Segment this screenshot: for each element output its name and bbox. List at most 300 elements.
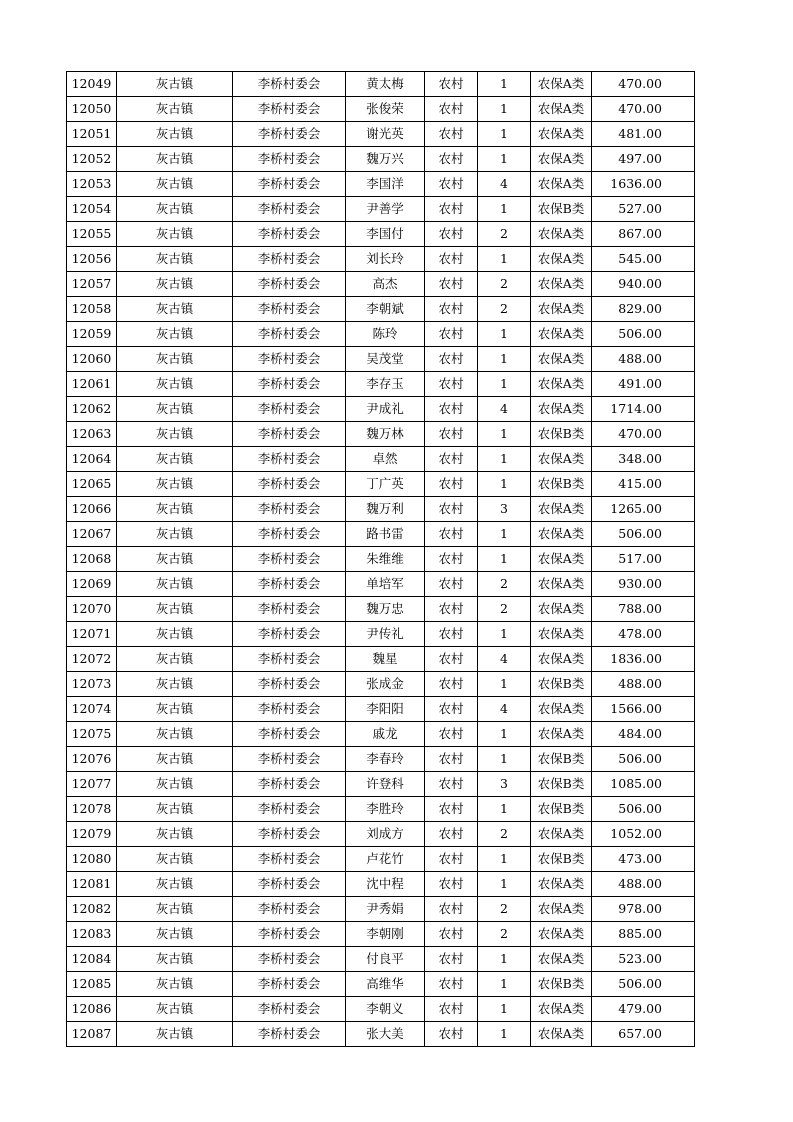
record-id-cell: 12066 xyxy=(67,497,117,522)
person-name-cell: 张大美 xyxy=(346,1022,425,1047)
household-count-cell: 1 xyxy=(478,547,531,572)
person-name-cell: 李朝义 xyxy=(346,997,425,1022)
household-count-cell: 1 xyxy=(478,797,531,822)
table-row xyxy=(67,547,695,572)
insurance-category-cell: 农保A类 xyxy=(531,372,592,397)
town-cell: 灰古镇 xyxy=(117,397,233,422)
record-id-cell: 12058 xyxy=(67,297,117,322)
person-name-cell: 李胜玲 xyxy=(346,797,425,822)
village-committee-cell: 李桥村委会 xyxy=(233,347,346,372)
area-type-cell: 农村 xyxy=(425,847,478,872)
amount-cell: 506.00 xyxy=(592,747,695,772)
town-cell: 灰古镇 xyxy=(117,772,233,797)
table-row xyxy=(67,972,695,997)
household-count-cell: 2 xyxy=(478,597,531,622)
record-id-cell: 12056 xyxy=(67,247,117,272)
person-name-cell: 尹成礼 xyxy=(346,397,425,422)
household-count-cell: 1 xyxy=(478,447,531,472)
table-row xyxy=(67,747,695,772)
household-count-cell: 1 xyxy=(478,372,531,397)
area-type-cell: 农村 xyxy=(425,747,478,772)
area-type-cell: 农村 xyxy=(425,897,478,922)
household-count-cell: 1 xyxy=(478,622,531,647)
town-cell: 灰古镇 xyxy=(117,272,233,297)
insurance-category-cell: 农保A类 xyxy=(531,247,592,272)
village-committee-cell: 李桥村委会 xyxy=(233,197,346,222)
insurance-category-cell: 农保B类 xyxy=(531,422,592,447)
amount-cell: 473.00 xyxy=(592,847,695,872)
village-committee-cell: 李桥村委会 xyxy=(233,397,346,422)
record-id-cell: 12059 xyxy=(67,322,117,347)
person-name-cell: 魏万忠 xyxy=(346,597,425,622)
household-count-cell: 1 xyxy=(478,147,531,172)
person-name-cell: 许登科 xyxy=(346,772,425,797)
town-cell: 灰古镇 xyxy=(117,597,233,622)
insurance-category-cell: 农保A类 xyxy=(531,272,592,297)
town-cell: 灰古镇 xyxy=(117,222,233,247)
village-committee-cell: 李桥村委会 xyxy=(233,922,346,947)
town-cell: 灰古镇 xyxy=(117,972,233,997)
insurance-category-cell: 农保A类 xyxy=(531,547,592,572)
town-cell: 灰古镇 xyxy=(117,1022,233,1047)
area-type-cell: 农村 xyxy=(425,772,478,797)
area-type-cell: 农村 xyxy=(425,172,478,197)
person-name-cell: 高维华 xyxy=(346,972,425,997)
household-count-cell: 3 xyxy=(478,772,531,797)
area-type-cell: 农村 xyxy=(425,497,478,522)
household-count-cell: 2 xyxy=(478,897,531,922)
amount-cell: 978.00 xyxy=(592,897,695,922)
amount-cell: 491.00 xyxy=(592,372,695,397)
household-count-cell: 2 xyxy=(478,222,531,247)
area-type-cell: 农村 xyxy=(425,1022,478,1047)
area-type-cell: 农村 xyxy=(425,322,478,347)
table-row xyxy=(67,447,695,472)
person-name-cell: 魏星 xyxy=(346,647,425,672)
table-row xyxy=(67,72,695,97)
area-type-cell: 农村 xyxy=(425,122,478,147)
table-row xyxy=(67,422,695,447)
person-name-cell: 朱维维 xyxy=(346,547,425,572)
person-name-cell: 李存玉 xyxy=(346,372,425,397)
record-id-cell: 12052 xyxy=(67,147,117,172)
record-id-cell: 12076 xyxy=(67,747,117,772)
amount-cell: 470.00 xyxy=(592,422,695,447)
insurance-category-cell: 农保A类 xyxy=(531,922,592,947)
table-row xyxy=(67,372,695,397)
record-id-cell: 12055 xyxy=(67,222,117,247)
area-type-cell: 农村 xyxy=(425,972,478,997)
village-committee-cell: 李桥村委会 xyxy=(233,747,346,772)
insurance-category-cell: 农保B类 xyxy=(531,797,592,822)
amount-cell: 479.00 xyxy=(592,997,695,1022)
area-type-cell: 农村 xyxy=(425,247,478,272)
area-type-cell: 农村 xyxy=(425,297,478,322)
amount-cell: 1052.00 xyxy=(592,822,695,847)
record-id-cell: 12062 xyxy=(67,397,117,422)
record-id-cell: 12080 xyxy=(67,847,117,872)
area-type-cell: 农村 xyxy=(425,597,478,622)
person-name-cell: 吴茂堂 xyxy=(346,347,425,372)
village-committee-cell: 李桥村委会 xyxy=(233,322,346,347)
village-committee-cell: 李桥村委会 xyxy=(233,72,346,97)
area-type-cell: 农村 xyxy=(425,572,478,597)
amount-cell: 527.00 xyxy=(592,197,695,222)
village-committee-cell: 李桥村委会 xyxy=(233,822,346,847)
village-committee-cell: 李桥村委会 xyxy=(233,247,346,272)
household-count-cell: 4 xyxy=(478,172,531,197)
record-id-cell: 12049 xyxy=(67,72,117,97)
table-body xyxy=(67,72,695,1047)
household-count-cell: 1 xyxy=(478,872,531,897)
amount-cell: 506.00 xyxy=(592,972,695,997)
table-row xyxy=(67,97,695,122)
household-count-cell: 1 xyxy=(478,747,531,772)
amount-cell: 517.00 xyxy=(592,547,695,572)
amount-cell: 1636.00 xyxy=(592,172,695,197)
insurance-category-cell: 农保A类 xyxy=(531,1022,592,1047)
table-row xyxy=(67,697,695,722)
insurance-category-cell: 农保A类 xyxy=(531,497,592,522)
area-type-cell: 农村 xyxy=(425,672,478,697)
person-name-cell: 尹善学 xyxy=(346,197,425,222)
record-id-cell: 12057 xyxy=(67,272,117,297)
person-name-cell: 沈中程 xyxy=(346,872,425,897)
household-count-cell: 2 xyxy=(478,272,531,297)
village-committee-cell: 李桥村委会 xyxy=(233,997,346,1022)
household-count-cell: 1 xyxy=(478,122,531,147)
record-id-cell: 12068 xyxy=(67,547,117,572)
amount-cell: 506.00 xyxy=(592,322,695,347)
table-row xyxy=(67,222,695,247)
insurance-category-cell: 农保B类 xyxy=(531,747,592,772)
table-row xyxy=(67,722,695,747)
town-cell: 灰古镇 xyxy=(117,297,233,322)
record-id-cell: 12084 xyxy=(67,947,117,972)
record-id-cell: 12074 xyxy=(67,697,117,722)
village-committee-cell: 李桥村委会 xyxy=(233,697,346,722)
insurance-category-cell: 农保B类 xyxy=(531,772,592,797)
household-count-cell: 1 xyxy=(478,947,531,972)
table-row xyxy=(67,297,695,322)
area-type-cell: 农村 xyxy=(425,372,478,397)
town-cell: 灰古镇 xyxy=(117,872,233,897)
table-row xyxy=(67,122,695,147)
town-cell: 灰古镇 xyxy=(117,947,233,972)
insurance-category-cell: 农保A类 xyxy=(531,997,592,1022)
insurance-category-cell: 农保A类 xyxy=(531,347,592,372)
record-id-cell: 12087 xyxy=(67,1022,117,1047)
household-count-cell: 4 xyxy=(478,397,531,422)
village-committee-cell: 李桥村委会 xyxy=(233,772,346,797)
insurance-category-cell: 农保A类 xyxy=(531,822,592,847)
amount-cell: 885.00 xyxy=(592,922,695,947)
household-count-cell: 1 xyxy=(478,997,531,1022)
area-type-cell: 农村 xyxy=(425,922,478,947)
town-cell: 灰古镇 xyxy=(117,197,233,222)
household-count-cell: 1 xyxy=(478,347,531,372)
household-count-cell: 4 xyxy=(478,697,531,722)
record-id-cell: 12050 xyxy=(67,97,117,122)
person-name-cell: 刘长玲 xyxy=(346,247,425,272)
village-committee-cell: 李桥村委会 xyxy=(233,622,346,647)
area-type-cell: 农村 xyxy=(425,822,478,847)
table-row xyxy=(67,197,695,222)
area-type-cell: 农村 xyxy=(425,197,478,222)
village-committee-cell: 李桥村委会 xyxy=(233,447,346,472)
record-id-cell: 12065 xyxy=(67,472,117,497)
amount-cell: 930.00 xyxy=(592,572,695,597)
amount-cell: 348.00 xyxy=(592,447,695,472)
household-count-cell: 1 xyxy=(478,422,531,447)
household-count-cell: 1 xyxy=(478,1022,531,1047)
record-id-cell: 12067 xyxy=(67,522,117,547)
amount-cell: 1714.00 xyxy=(592,397,695,422)
person-name-cell: 卢花竹 xyxy=(346,847,425,872)
town-cell: 灰古镇 xyxy=(117,247,233,272)
town-cell: 灰古镇 xyxy=(117,697,233,722)
amount-cell: 1085.00 xyxy=(592,772,695,797)
person-name-cell: 路书雷 xyxy=(346,522,425,547)
table-row xyxy=(67,472,695,497)
insurance-category-cell: 农保A类 xyxy=(531,722,592,747)
household-count-cell: 1 xyxy=(478,97,531,122)
person-name-cell: 李阳阳 xyxy=(346,697,425,722)
person-name-cell: 谢光英 xyxy=(346,122,425,147)
table-row xyxy=(67,647,695,672)
table-row xyxy=(67,922,695,947)
person-name-cell: 付良平 xyxy=(346,947,425,972)
person-name-cell: 黄太梅 xyxy=(346,72,425,97)
record-id-cell: 12072 xyxy=(67,647,117,672)
person-name-cell: 刘成方 xyxy=(346,822,425,847)
amount-cell: 545.00 xyxy=(592,247,695,272)
table-row xyxy=(67,522,695,547)
village-committee-cell: 李桥村委会 xyxy=(233,222,346,247)
record-id-cell: 12064 xyxy=(67,447,117,472)
record-id-cell: 12086 xyxy=(67,997,117,1022)
town-cell: 灰古镇 xyxy=(117,622,233,647)
record-id-cell: 12077 xyxy=(67,772,117,797)
village-committee-cell: 李桥村委会 xyxy=(233,547,346,572)
village-committee-cell: 李桥村委会 xyxy=(233,272,346,297)
record-id-cell: 12078 xyxy=(67,797,117,822)
insurance-category-cell: 农保A类 xyxy=(531,222,592,247)
area-type-cell: 农村 xyxy=(425,222,478,247)
village-committee-cell: 李桥村委会 xyxy=(233,897,346,922)
table-row xyxy=(67,247,695,272)
insurance-category-cell: 农保A类 xyxy=(531,897,592,922)
record-id-cell: 12082 xyxy=(67,897,117,922)
record-id-cell: 12070 xyxy=(67,597,117,622)
person-name-cell: 魏万兴 xyxy=(346,147,425,172)
record-id-cell: 12085 xyxy=(67,972,117,997)
village-committee-cell: 李桥村委会 xyxy=(233,147,346,172)
table-row xyxy=(67,872,695,897)
person-name-cell: 高杰 xyxy=(346,272,425,297)
household-count-cell: 1 xyxy=(478,472,531,497)
table-row xyxy=(67,772,695,797)
insurance-category-cell: 农保A类 xyxy=(531,647,592,672)
recipient-table xyxy=(66,71,695,1047)
insurance-category-cell: 农保A类 xyxy=(531,172,592,197)
table-row xyxy=(67,347,695,372)
household-count-cell: 1 xyxy=(478,72,531,97)
village-committee-cell: 李桥村委会 xyxy=(233,122,346,147)
area-type-cell: 农村 xyxy=(425,422,478,447)
town-cell: 灰古镇 xyxy=(117,847,233,872)
area-type-cell: 农村 xyxy=(425,397,478,422)
amount-cell: 470.00 xyxy=(592,97,695,122)
town-cell: 灰古镇 xyxy=(117,747,233,772)
household-count-cell: 2 xyxy=(478,822,531,847)
area-type-cell: 农村 xyxy=(425,472,478,497)
person-name-cell: 李朝刚 xyxy=(346,922,425,947)
area-type-cell: 农村 xyxy=(425,447,478,472)
amount-cell: 1566.00 xyxy=(592,697,695,722)
town-cell: 灰古镇 xyxy=(117,897,233,922)
village-committee-cell: 李桥村委会 xyxy=(233,847,346,872)
person-name-cell: 尹秀娟 xyxy=(346,897,425,922)
town-cell: 灰古镇 xyxy=(117,147,233,172)
town-cell: 灰古镇 xyxy=(117,547,233,572)
area-type-cell: 农村 xyxy=(425,947,478,972)
town-cell: 灰古镇 xyxy=(117,472,233,497)
village-committee-cell: 李桥村委会 xyxy=(233,672,346,697)
town-cell: 灰古镇 xyxy=(117,997,233,1022)
person-name-cell: 陈玲 xyxy=(346,322,425,347)
town-cell: 灰古镇 xyxy=(117,672,233,697)
insurance-category-cell: 农保B类 xyxy=(531,972,592,997)
area-type-cell: 农村 xyxy=(425,72,478,97)
record-id-cell: 12081 xyxy=(67,872,117,897)
record-id-cell: 12054 xyxy=(67,197,117,222)
household-count-cell: 2 xyxy=(478,297,531,322)
amount-cell: 1836.00 xyxy=(592,647,695,672)
insurance-category-cell: 农保B类 xyxy=(531,472,592,497)
town-cell: 灰古镇 xyxy=(117,422,233,447)
household-count-cell: 1 xyxy=(478,247,531,272)
village-committee-cell: 李桥村委会 xyxy=(233,947,346,972)
village-committee-cell: 李桥村委会 xyxy=(233,797,346,822)
insurance-category-cell: 农保B类 xyxy=(531,847,592,872)
insurance-category-cell: 农保A类 xyxy=(531,297,592,322)
table-row xyxy=(67,597,695,622)
town-cell: 灰古镇 xyxy=(117,322,233,347)
person-name-cell: 单培军 xyxy=(346,572,425,597)
household-count-cell: 1 xyxy=(478,847,531,872)
insurance-category-cell: 农保A类 xyxy=(531,322,592,347)
person-name-cell: 魏万林 xyxy=(346,422,425,447)
table-row xyxy=(67,1022,695,1047)
area-type-cell: 农村 xyxy=(425,522,478,547)
town-cell: 灰古镇 xyxy=(117,522,233,547)
area-type-cell: 农村 xyxy=(425,97,478,122)
record-id-cell: 12079 xyxy=(67,822,117,847)
area-type-cell: 农村 xyxy=(425,622,478,647)
insurance-category-cell: 农保A类 xyxy=(531,622,592,647)
table-row xyxy=(67,997,695,1022)
record-id-cell: 12063 xyxy=(67,422,117,447)
insurance-category-cell: 农保A类 xyxy=(531,72,592,97)
town-cell: 灰古镇 xyxy=(117,647,233,672)
amount-cell: 788.00 xyxy=(592,597,695,622)
village-committee-cell: 李桥村委会 xyxy=(233,97,346,122)
table-row xyxy=(67,897,695,922)
insurance-category-cell: 农保A类 xyxy=(531,947,592,972)
town-cell: 灰古镇 xyxy=(117,572,233,597)
village-committee-cell: 李桥村委会 xyxy=(233,422,346,447)
insurance-category-cell: 农保A类 xyxy=(531,122,592,147)
village-committee-cell: 李桥村委会 xyxy=(233,597,346,622)
area-type-cell: 农村 xyxy=(425,872,478,897)
table-row xyxy=(67,497,695,522)
amount-cell: 481.00 xyxy=(592,122,695,147)
table-row xyxy=(67,622,695,647)
household-count-cell: 1 xyxy=(478,672,531,697)
household-count-cell: 1 xyxy=(478,322,531,347)
record-id-cell: 12060 xyxy=(67,347,117,372)
person-name-cell: 张俊荣 xyxy=(346,97,425,122)
record-id-cell: 12075 xyxy=(67,722,117,747)
amount-cell: 488.00 xyxy=(592,672,695,697)
table-row xyxy=(67,322,695,347)
amount-cell: 506.00 xyxy=(592,797,695,822)
village-committee-cell: 李桥村委会 xyxy=(233,647,346,672)
household-count-cell: 2 xyxy=(478,572,531,597)
record-id-cell: 12053 xyxy=(67,172,117,197)
person-name-cell: 魏万利 xyxy=(346,497,425,522)
household-count-cell: 4 xyxy=(478,647,531,672)
amount-cell: 470.00 xyxy=(592,72,695,97)
village-committee-cell: 李桥村委会 xyxy=(233,297,346,322)
insurance-category-cell: 农保A类 xyxy=(531,572,592,597)
insurance-category-cell: 农保A类 xyxy=(531,597,592,622)
town-cell: 灰古镇 xyxy=(117,72,233,97)
area-type-cell: 农村 xyxy=(425,147,478,172)
area-type-cell: 农村 xyxy=(425,797,478,822)
village-committee-cell: 李桥村委会 xyxy=(233,1022,346,1047)
table-row xyxy=(67,822,695,847)
household-count-cell: 3 xyxy=(478,497,531,522)
table-row xyxy=(67,147,695,172)
household-count-cell: 1 xyxy=(478,722,531,747)
village-committee-cell: 李桥村委会 xyxy=(233,972,346,997)
insurance-category-cell: 农保A类 xyxy=(531,97,592,122)
amount-cell: 488.00 xyxy=(592,872,695,897)
record-id-cell: 12069 xyxy=(67,572,117,597)
record-id-cell: 12051 xyxy=(67,122,117,147)
town-cell: 灰古镇 xyxy=(117,347,233,372)
amount-cell: 506.00 xyxy=(592,522,695,547)
person-name-cell: 戚龙 xyxy=(346,722,425,747)
amount-cell: 829.00 xyxy=(592,297,695,322)
insurance-category-cell: 农保A类 xyxy=(531,447,592,472)
area-type-cell: 农村 xyxy=(425,997,478,1022)
table-row xyxy=(67,672,695,697)
insurance-category-cell: 农保A类 xyxy=(531,147,592,172)
area-type-cell: 农村 xyxy=(425,697,478,722)
amount-cell: 478.00 xyxy=(592,622,695,647)
person-name-cell: 张成金 xyxy=(346,672,425,697)
amount-cell: 1265.00 xyxy=(592,497,695,522)
insurance-category-cell: 农保A类 xyxy=(531,697,592,722)
person-name-cell: 李国付 xyxy=(346,222,425,247)
table-row xyxy=(67,272,695,297)
village-committee-cell: 李桥村委会 xyxy=(233,522,346,547)
area-type-cell: 农村 xyxy=(425,272,478,297)
area-type-cell: 农村 xyxy=(425,547,478,572)
